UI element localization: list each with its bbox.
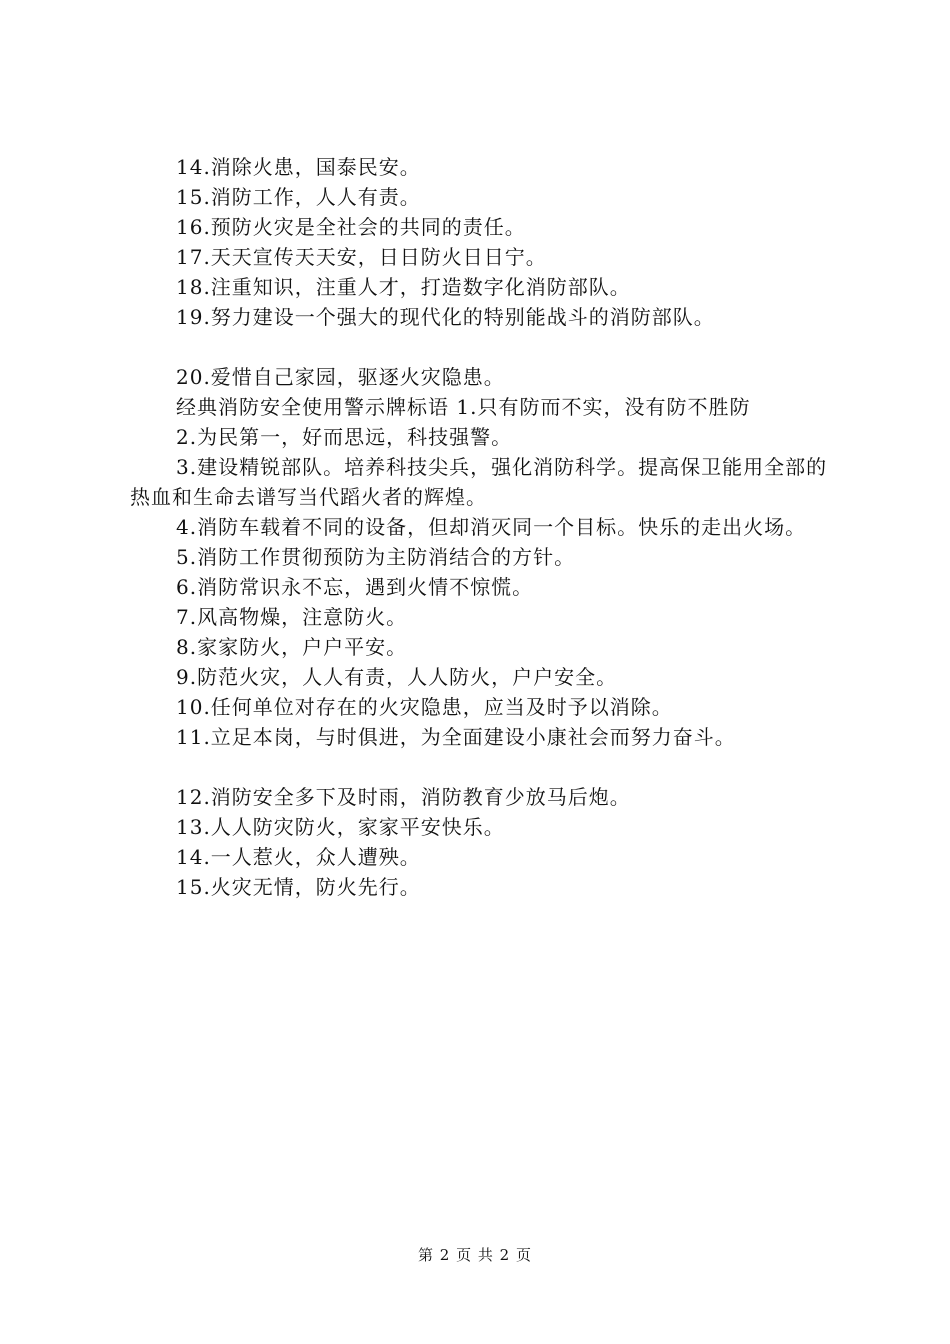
list-item: 17.天天宣传天天安，日日防火日日宁。 [176,245,547,269]
list-item: 8.家家防火，户户平安。 [176,635,408,659]
list-item: 15.火灾无情，防火先行。 [176,875,421,899]
page-footer: 第 2 页 共 2 页 [418,1246,532,1264]
list-item: 14.消除火患，国泰民安。 [176,155,421,179]
list-item: 9.防范火灾，人人有责，人人防火，户户安全。 [176,665,618,689]
list-item: 18.注重知识，注重人才，打造数字化消防部队。 [176,275,631,299]
list-item: 20.爱惜自己家园，驱逐火灾隐患。 [176,365,505,389]
list-item: 11.立足本岗，与时俱进，为全面建设小康社会而努力奋斗。 [176,725,736,749]
section-heading-paragraph: 经典消防安全使用警示牌标语 1.只有防而不实，没有防不胜防 [176,395,751,419]
list-item: 3.建设精锐部队。培养科技尖兵，强化消防科学。提高保卫能用全部的热血和生命去谱写当代蹈火者的辉煌。 [130,455,828,509]
blank-line [130,752,850,782]
list-item: 7.风高物燥，注意防火。 [176,605,408,629]
document-body [130,152,850,902]
list-item: 4.消防车载着不同的设备，但却消灭同一个目标。快乐的走出火场。 [176,515,807,539]
list-item: 10.任何单位对存在的火灾隐患，应当及时予以消除。 [176,695,673,719]
list-item: 14.一人惹火，众人遭殃。 [176,845,421,869]
list-item: 15.消防工作，人人有责。 [176,185,421,209]
list-item: 13.人人防灾防火，家家平安快乐。 [176,815,505,839]
list-item: 12.消防安全多下及时雨，消防教育少放马后炮。 [176,785,631,809]
list-item: 2.为民第一，好而思远，科技强警。 [176,425,513,449]
list-item: 16.预防火灾是全社会的共同的责任。 [176,215,526,239]
list-item: 5.消防工作贯彻预防为主防消结合的方针。 [176,545,576,569]
list-item: 6.消防常识永不忘，遇到火情不惊慌。 [176,575,534,599]
blank-line [130,332,850,362]
list-item: 19.努力建设一个强大的现代化的特别能战斗的消防部队。 [176,305,715,329]
